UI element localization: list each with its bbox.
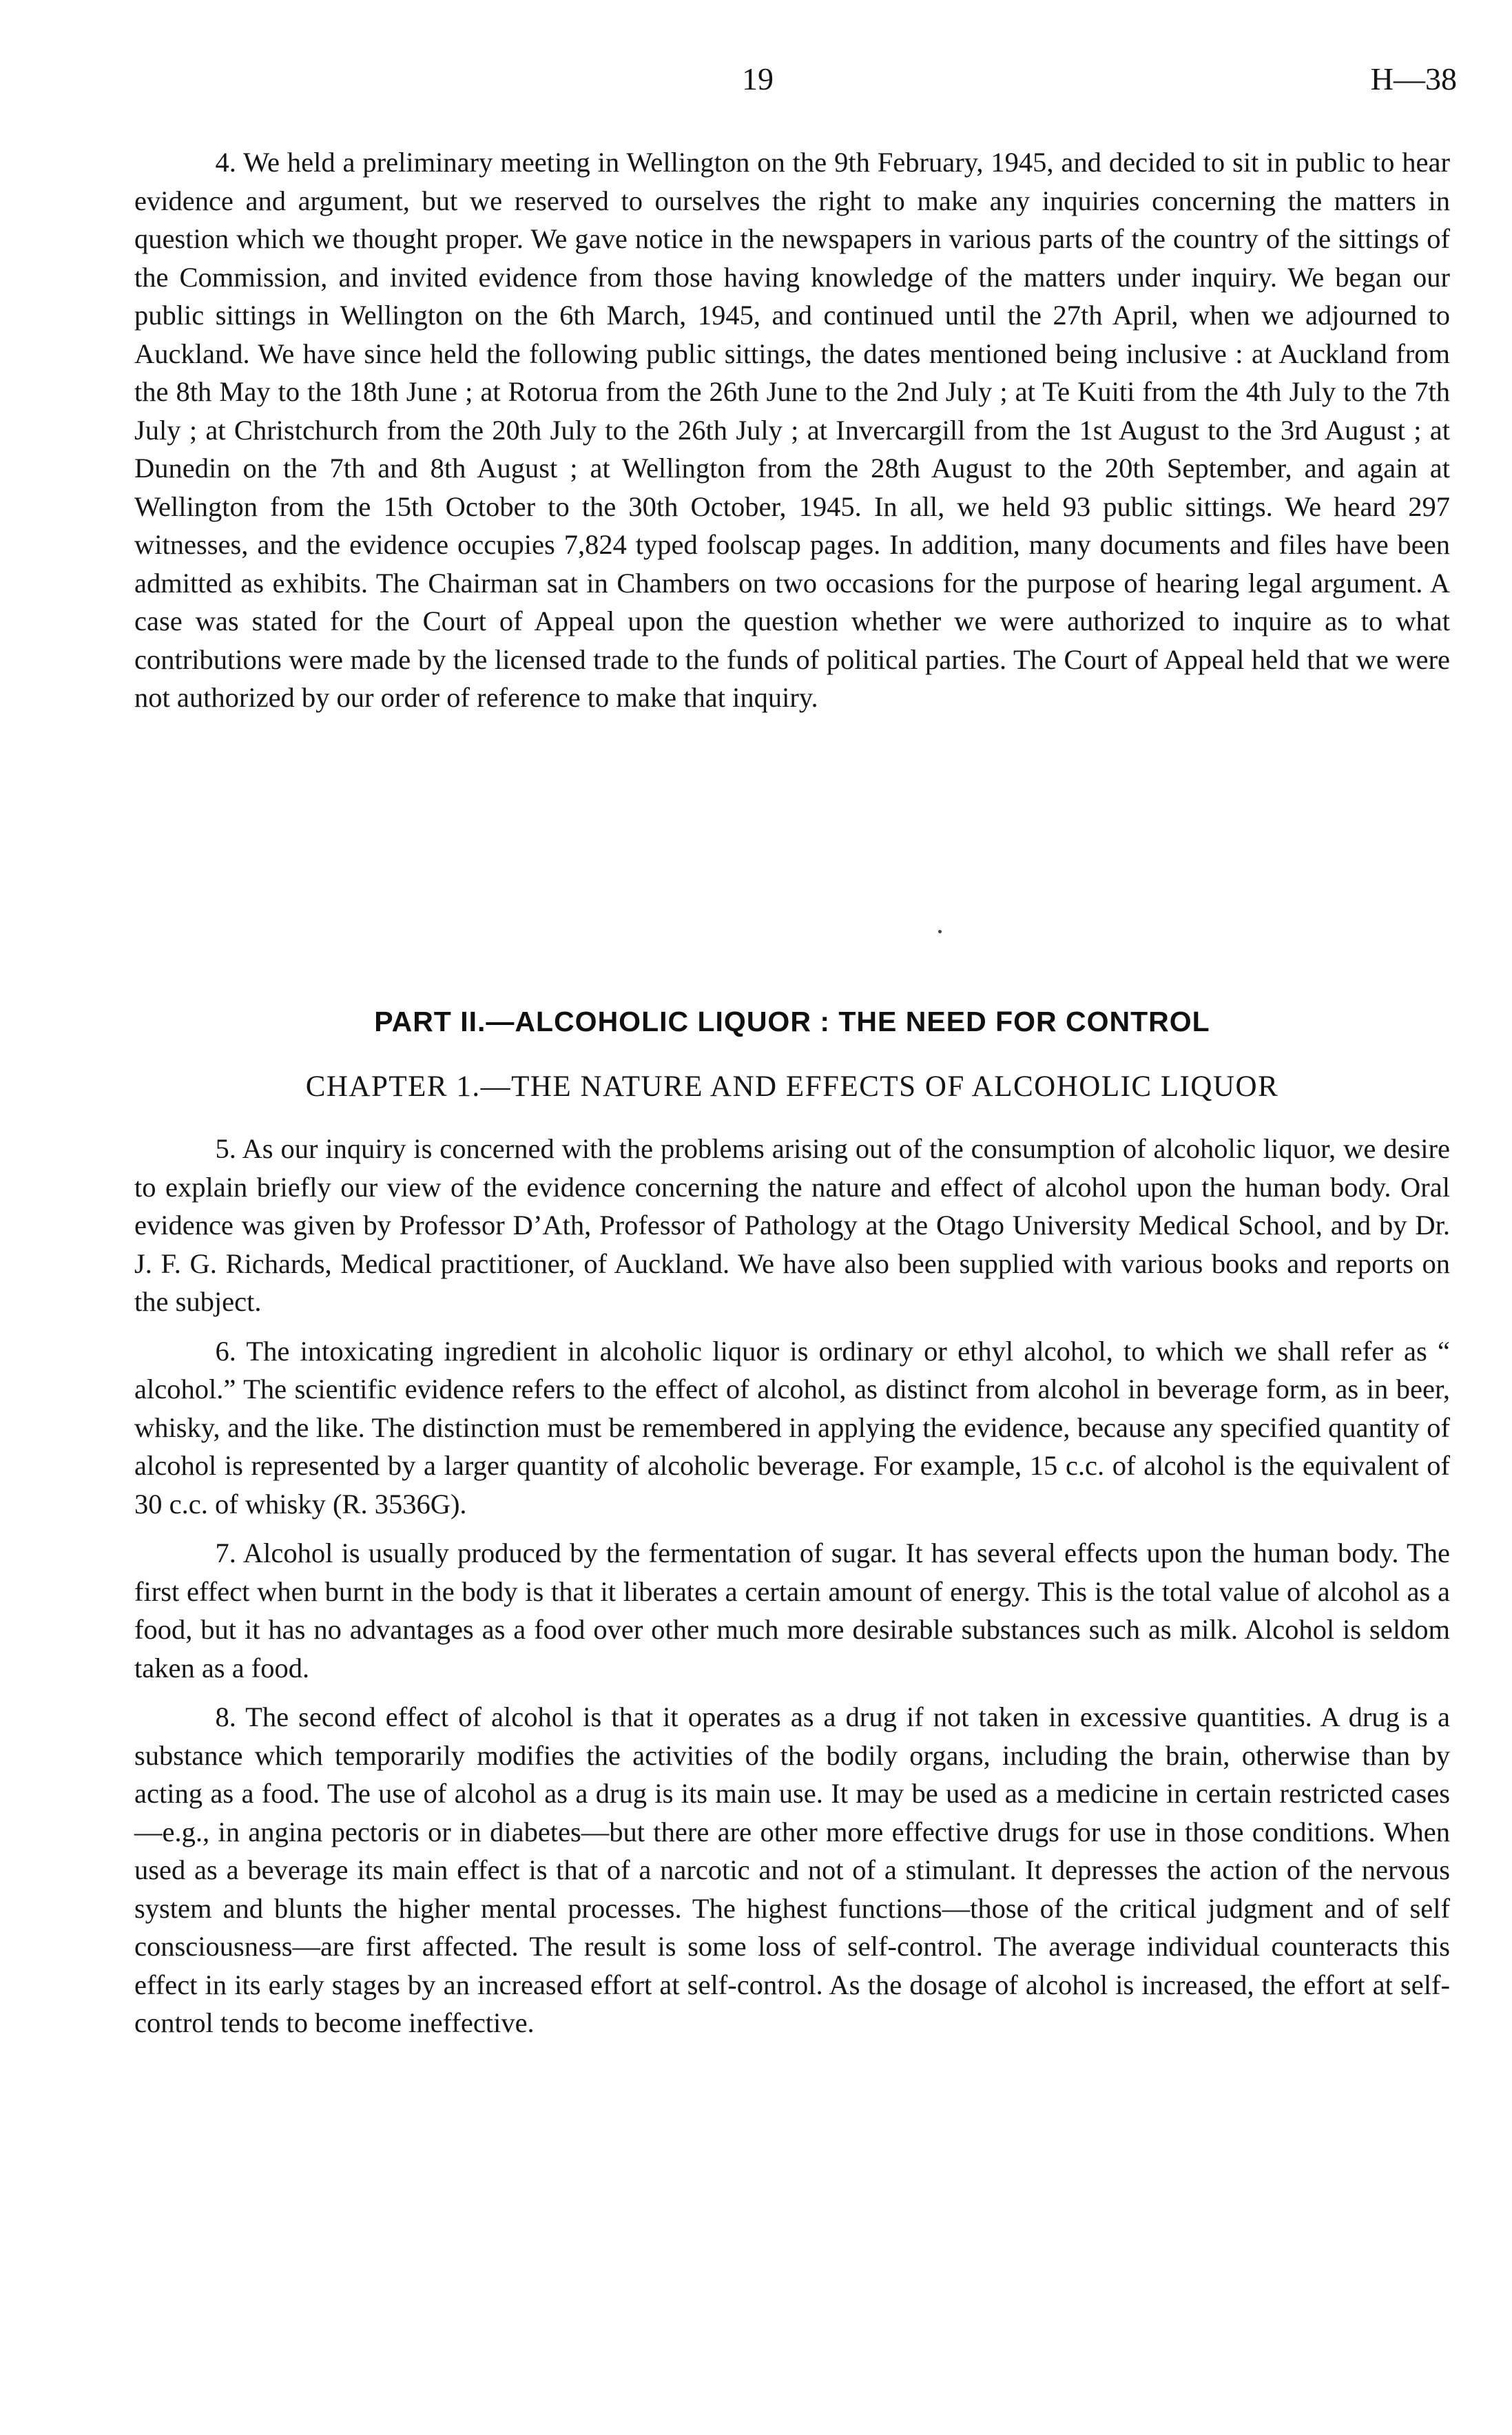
- stray-mark: [938, 930, 942, 933]
- paragraph-7: 7. Alcohol is usually produced by the fermentation of sugar. It has several effects upon the human body. The first effect when burnt in the body is that it liberates a certain amount of energy. This is the total value of alcohol as a food, but it has no advantages as a food over other much more desirable substances such as milk. Alcohol is seldom taken as a food.: [134, 1537, 1450, 1683]
- page-number: 19: [742, 61, 774, 96]
- paragraph-6: 6. The intoxicating ingredient in alcoholic liquor is ordinary or ethyl alcohol, to which we shall refer as “ alcohol.” The scientific evidence refers to the effect of alcohol, as distinct from alcohol in beverage form, as in beer, whisky, and the like. The distinction must be remembered in applying the evidence, because any specified quantity of alcohol is represented by a larger quantity of alcoholic beverage. For example, 15 c.c. of alcohol is the equivalent of 30 c.c. of whisky (R. 3536G).: [134, 1335, 1450, 1520]
- chapter-body-text: [134, 1130, 1450, 2042]
- paragraph-5: 5. As our inquiry is concerned with the problems arising out of the consumption of alcoholic liquor, we desire to explain briefly our view of the evidence concerning the nature and effect of alcohol upon the human body. Oral evidence was given by Professor D’Ath, Professor of Pathology at the Otago University Medical School, and by Dr. J. F. G. Richards, Medical practitioner, of Auckland. We have also been supplied with various books and reports on the subject.: [134, 1133, 1450, 1317]
- report-code: H—38: [1370, 61, 1457, 96]
- paragraph-8: 8. The second effect of alcohol is that it operates as a drug if not taken in excessive quantities. A drug is a substance which temporarily modifies the activities of the bodily organs, including the brain, otherwise than by acting as a food. The use of alcohol as a drug is its main use. It may be used as a medicine in certain restricted cases—e.g., in angina pectoris or in diabetes—but there are other more effective drugs for use in those conditions. When used as a beverage its main effect is that of a narcotic and not of a stimulant. It depresses the action of the nervous system and blunts the higher mental processes. The highest functions—those of the critical judgment and of self consciousness—are first affected. The result is some loss of self-control. The average individual counteracts this effect in its early stages by an increased effort at self-control. As the dosage of alcohol is increased, the effort at self-control tends to become ineffective.: [134, 1701, 1450, 2038]
- chapter-heading: CHAPTER 1.—THE NATURE AND EFFECTS OF ALCOHOLIC LIQUOR: [305, 1070, 1279, 1103]
- part-heading: PART II.—ALCOHOLIC LIQUOR : THE NEED FOR CONTROL: [374, 1006, 1210, 1037]
- section-intro-text: [134, 143, 1450, 717]
- paragraph-4: 4. We held a preliminary meeting in Wellington on the 9th February, 1945, and decided to sit in public to hear evidence and argument, but we reserved to ourselves the right to make any inquiries concerning the matters in question which we thought proper. We gave notice in the newspapers in various parts of the country of the sittings of the Commission, and invited evidence from those having knowledge of the matters under inquiry. We began our public sittings in Wellington on the 6th March, 1945, and continued until the 27th April, when we adjourned to Auckland. We have since held the following public sittings, the dates mentioned being inclusive : at Auckland from the 8th May to the 18th June ; at Rotorua from the 26th June to the 2nd July ; at Te Kuiti from the 4th July to the 7th July ; at Christchurch from the 20th July to the 26th July ; at Invercargill from the 1st August to the 3rd August ; at Dunedin on the 7th and 8th August ; at Wellington from the 28th August to the 20th September, and again at Wellington from the 15th October to the 30th October, 1945. In all, we held 93 public sittings. We heard 297 witnesses, and the evidence occupies 7,824 typed foolscap pages. In addition, many documents and files have been admitted as exhibits. The Chairman sat in Chambers on two occasions for the purpose of hearing legal argument. A case was stated for the Court of Appeal upon the question whether we were authorized to inquire as to what contributions were made by the licensed trade to the funds of political parties. The Court of Appeal held that we were not authorized by our order of reference to make that inquiry.: [134, 147, 1450, 713]
